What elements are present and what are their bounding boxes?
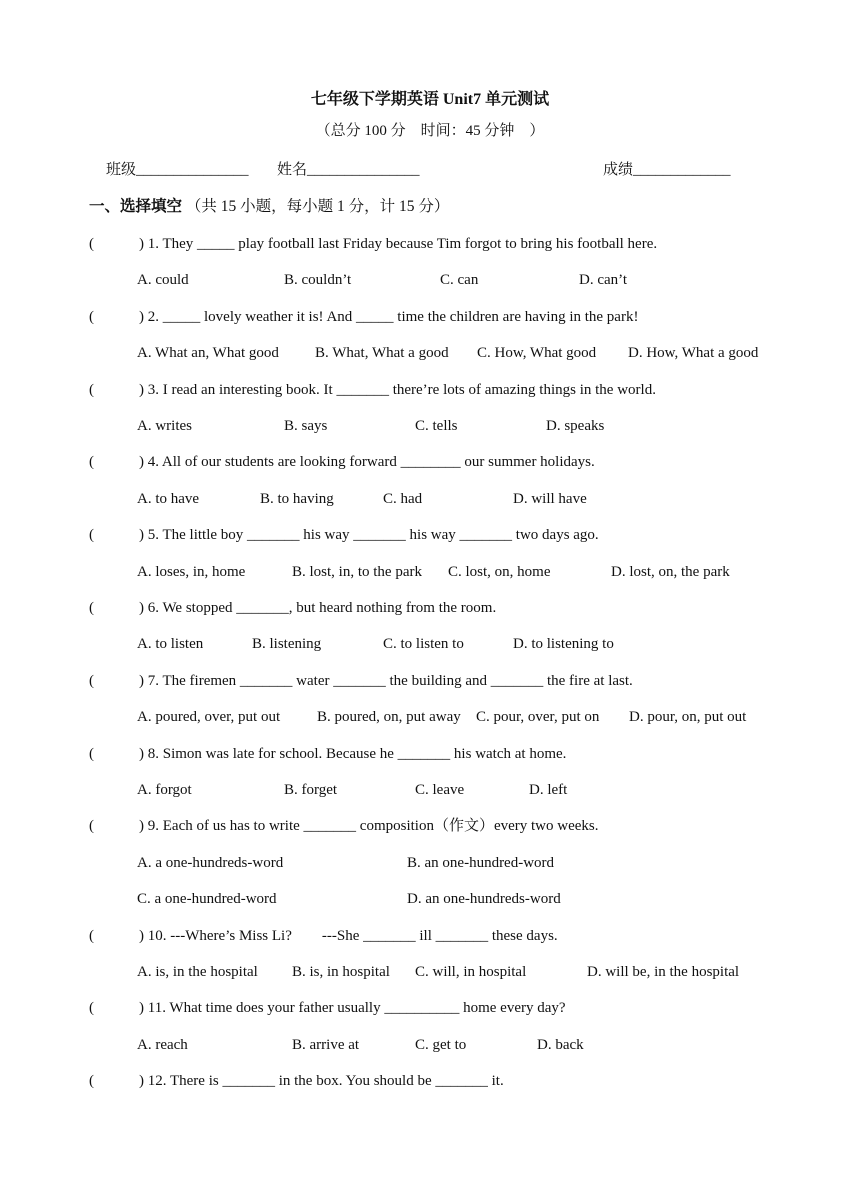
option[interactable]: D. will be, in the hospital — [587, 964, 740, 980]
option[interactable]: D. How, What a good — [628, 345, 759, 361]
option[interactable]: B. arrive at — [292, 1037, 360, 1053]
option[interactable]: A. writes — [137, 418, 192, 434]
answer-paren[interactable]: ( — [89, 928, 94, 944]
answer-paren[interactable]: ( — [89, 1073, 94, 1089]
option[interactable]: C. lost, on, home — [448, 564, 551, 580]
question-text: ) 6. We stopped _______, but heard nothing from the room. — [139, 600, 497, 616]
exam-title: 七年级下学期英语 Unit7 单元测试 — [310, 91, 550, 108]
option[interactable]: D. pour, on, put out — [629, 709, 747, 725]
section-title: 一、选择填空 — [89, 198, 183, 215]
option[interactable]: B. lost, in, to the park — [292, 564, 422, 580]
option[interactable]: A. to have — [137, 491, 200, 507]
answer-paren[interactable]: ( — [89, 818, 94, 834]
option[interactable]: C. can — [440, 272, 479, 288]
option[interactable]: B. listening — [252, 636, 322, 652]
question-stem — [89, 745, 566, 763]
question-text: ) 7. The firemen _______ water _______ the building and _______ the fire at last. — [139, 673, 633, 689]
answer-paren[interactable]: ( — [89, 1000, 94, 1016]
option[interactable]: B. is, in hospital — [292, 964, 390, 980]
answer-paren[interactable]: ( — [89, 673, 94, 689]
name-field[interactable]: 姓名_______________ — [277, 162, 420, 178]
question-stem — [89, 1072, 504, 1090]
option[interactable]: A. reach — [137, 1037, 188, 1053]
answer-paren[interactable]: ( — [89, 309, 94, 325]
question-stem — [89, 526, 599, 544]
option[interactable]: D. speaks — [546, 418, 605, 434]
option[interactable]: C. leave — [415, 782, 465, 798]
answer-paren[interactable]: ( — [89, 527, 94, 543]
question-text: ) 3. I read an interesting book. It _______ there’re lots of amazing things in the world. — [139, 382, 656, 398]
question-stem — [89, 308, 638, 326]
question-stem — [89, 235, 657, 253]
answer-paren[interactable]: ( — [89, 236, 94, 252]
option[interactable]: A. forgot — [137, 782, 192, 798]
option[interactable]: C. to listen to — [383, 636, 464, 652]
option[interactable]: C. get to — [415, 1037, 467, 1053]
option[interactable]: C. a one-hundred-word — [137, 891, 277, 907]
class-field[interactable]: 班级_______________ — [106, 162, 249, 178]
option[interactable]: B. an one-hundred-word — [407, 855, 555, 871]
option[interactable]: A. loses, in, home — [137, 564, 246, 580]
option[interactable]: A. What an, What good — [137, 345, 279, 361]
option[interactable]: A. poured, over, put out — [137, 709, 281, 725]
section-note: （共 15 小题，每小题 1 分，计 15 分） — [185, 198, 450, 215]
option[interactable]: B. couldn’t — [284, 272, 352, 288]
question-stem — [89, 381, 656, 399]
question-stem — [89, 999, 566, 1017]
section-heading — [89, 198, 449, 216]
option[interactable]: D. lost, on, the park — [611, 564, 730, 580]
answer-paren[interactable]: ( — [89, 746, 94, 762]
question-stem — [89, 672, 633, 690]
option[interactable]: D. to listening to — [513, 636, 614, 652]
option[interactable]: D. back — [537, 1037, 584, 1053]
question-stem — [89, 453, 595, 471]
question-text: ) 8. Simon was late for school. Because he _______ his watch at home. — [139, 746, 567, 762]
option[interactable]: C. tells — [415, 418, 458, 434]
question-text: ) 2. _____ lovely weather it is! And _____ time the children are having in the park! — [139, 309, 639, 325]
score-field[interactable]: 成绩_____________ — [603, 162, 731, 178]
answer-paren[interactable]: ( — [89, 454, 94, 470]
option[interactable]: D. can’t — [579, 272, 628, 288]
option[interactable]: D. will have — [513, 491, 587, 507]
option[interactable]: A. could — [137, 272, 189, 288]
question-text: ) 11. What time does your father usually __________ home every day? — [139, 1000, 566, 1016]
question-text: ) 1. They _____ play football last Friday because Tim forgot to bring his football here. — [139, 236, 658, 252]
question-text: ) 9. Each of us has to write _______ composition（作文）every two weeks. — [139, 818, 599, 834]
option[interactable]: D. an one-hundreds-word — [407, 891, 561, 907]
question-stem — [89, 599, 496, 617]
question-text: ) 12. There is _______ in the box. You should be _______ it. — [139, 1073, 504, 1089]
option[interactable]: C. pour, over, put on — [476, 709, 600, 725]
option[interactable]: B. says — [284, 418, 328, 434]
question-stem — [89, 817, 599, 835]
option[interactable]: A. is, in the hospital — [137, 964, 258, 980]
option[interactable]: A. to listen — [137, 636, 204, 652]
option[interactable]: C. How, What good — [477, 345, 597, 361]
option[interactable]: B. What, What a good — [315, 345, 449, 361]
option[interactable]: A. a one-hundreds-word — [137, 855, 284, 871]
option[interactable]: B. forget — [284, 782, 338, 798]
exam-subtitle: （总分 100 分 时间：45 分钟 ） — [315, 123, 545, 139]
answer-paren[interactable]: ( — [89, 600, 94, 616]
question-text: ) 4. All of our students are looking forward ________ our summer holidays. — [139, 454, 595, 470]
question-text: ) 10. ---Where’s Miss Li? ---She _______ ill _______ these days. — [139, 928, 558, 944]
question-text: ) 5. The little boy _______ his way _______ his way _______ two days ago. — [139, 527, 599, 543]
question-stem — [89, 927, 558, 945]
option[interactable]: B. poured, on, put away — [317, 709, 461, 725]
answer-paren[interactable]: ( — [89, 382, 94, 398]
option[interactable]: C. will, in hospital — [415, 964, 527, 980]
option[interactable]: B. to having — [260, 491, 334, 507]
option[interactable]: D. left — [529, 782, 568, 798]
option[interactable]: C. had — [383, 491, 423, 507]
